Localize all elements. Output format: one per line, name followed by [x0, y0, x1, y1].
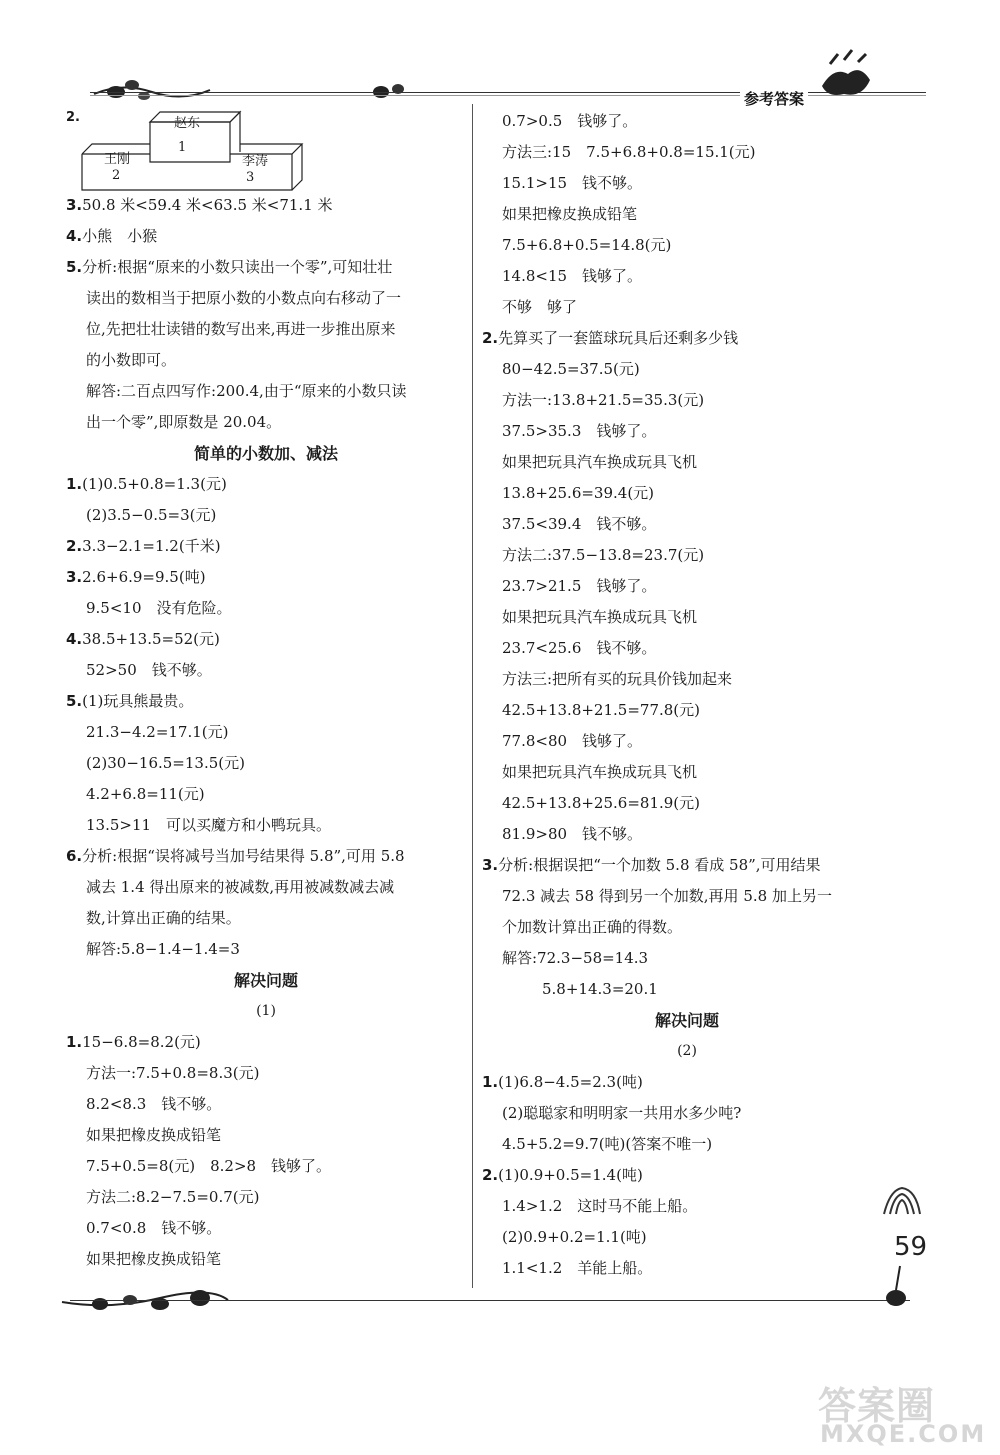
answer-text: (1)玩具熊最贵。 [82, 692, 194, 710]
answer-line: 4.小熊 小猴 [66, 227, 158, 245]
answer-line [66, 624, 466, 655]
answer-line [66, 1182, 466, 1213]
answer-text: 23.7<25.6 钱不够。 [502, 639, 657, 657]
answer-line [482, 912, 892, 943]
answer-line [482, 1129, 892, 1160]
question-number: 1. [482, 1073, 499, 1091]
answer-line [482, 261, 892, 292]
left-column [66, 106, 466, 1275]
answer-text: 72.3 减去 58 得到另一个加数,再用 5.8 加上另一 [502, 887, 832, 905]
answer-text: 方法二:8.2−7.5=0.7(元) [86, 1188, 260, 1206]
answer-line: 3.50.8 米<59.4 米<63.5 米<71.1 米 [66, 196, 333, 214]
third-place-rank: 3 [246, 170, 255, 185]
answer-text: 1.1<1.2 羊能上船。 [502, 1259, 653, 1277]
vine-footer-left-icon [60, 1284, 230, 1318]
answer-text: 不够 够了 [502, 298, 578, 316]
answer-line [482, 447, 892, 478]
answer-text: 如果把玩具汽车换成玩具飞机 [502, 453, 698, 471]
answer-line [66, 686, 466, 717]
answer-line [66, 1058, 466, 1089]
answer-line [482, 540, 892, 571]
answer-text: 42.5+13.8+21.5=77.8(元) [502, 701, 701, 719]
answer-text: 1.4>1.2 这时马不能上船。 [502, 1197, 698, 1215]
podium-diagram [66, 106, 466, 190]
answer-line: 位,先把壮壮读错的数写出来,再进一步推出原来 [86, 320, 396, 338]
animal-deco-icon [814, 46, 874, 102]
answer-line [482, 788, 892, 819]
answer-text: 方法二:37.5−13.8=23.7(元) [502, 546, 705, 564]
answer-text: 如果把玩具汽车换成玩具飞机 [502, 608, 698, 626]
answer-line [482, 695, 892, 726]
answer-line [482, 633, 892, 664]
answer-line [482, 137, 892, 168]
answer-text: (1)0.5+0.8=1.3(元) [82, 475, 227, 493]
answer-text: 分析:根据误把“一个加数 5.8 看成 58”,可用结果 [498, 856, 821, 874]
answer-text: 4.2+6.8=11(元) [86, 785, 205, 803]
answer-line [66, 1244, 466, 1275]
answer-text: 13.5>11 可以买魔方和小鸭玩具。 [86, 816, 332, 834]
answer-text: 先算买了一套篮球玩具后还剩多少钱 [498, 329, 739, 347]
answer-text: 13.8+25.6=39.4(元) [502, 484, 655, 502]
first-place-rank: 1 [178, 140, 187, 155]
answer-line [482, 1191, 892, 1222]
answer-line [482, 1067, 892, 1098]
section-subtitle: (2) [677, 1043, 697, 1059]
answer-text: 如果把橡皮换成铅笔 [86, 1250, 222, 1268]
answer-text: 0.7<0.8 钱不够。 [86, 1219, 222, 1237]
answer-line [482, 757, 892, 788]
answer-text: 15−6.8=8.2(元) [82, 1033, 201, 1051]
answer-line [482, 509, 892, 540]
answer-text: 方法一:7.5+0.8=8.3(元) [86, 1064, 260, 1082]
vine-left-icon [92, 72, 212, 106]
section-answers [482, 106, 892, 974]
question-number: 1. [66, 475, 83, 493]
section-answers [66, 469, 466, 965]
question-number: 6. [66, 847, 83, 865]
answer-line [482, 416, 892, 447]
section-answers [482, 1067, 892, 1284]
answer-text: 14.8<15 钱够了。 [502, 267, 643, 285]
answer-line [66, 810, 466, 841]
footer-rule [70, 1300, 910, 1301]
answer-text: 数,计算出正确的结果。 [86, 909, 241, 927]
answer-line [66, 748, 466, 779]
answer-text: 9.5<10 没有危险。 [86, 599, 232, 617]
answer-text: 如果把橡皮换成铅笔 [86, 1126, 222, 1144]
answer-line [482, 602, 892, 633]
answer-line [66, 1120, 466, 1151]
answer-line [482, 664, 892, 695]
watermark-logo: 答案圈 [818, 1384, 936, 1428]
answer-text: 42.5+13.8+25.6=81.9(元) [502, 794, 701, 812]
third-place-name: 李涛 [242, 154, 269, 169]
first-place-name: 赵东 [174, 116, 201, 131]
answer-text: 解答:5.8−1.4−1.4=3 [86, 940, 240, 958]
answer-text: 如果把玩具汽车换成玩具飞机 [502, 763, 698, 781]
answer-text: 方法三:15 7.5+6.8+0.8=15.1(元) [502, 143, 756, 161]
answer-line [66, 469, 466, 500]
answer-text: 7.5+0.5=8(元) 8.2>8 钱够了。 [86, 1157, 332, 1175]
header-title: 参考答案 [740, 88, 808, 109]
answer-text: (2)聪聪家和明明家一共用水多少吨? [502, 1104, 742, 1122]
second-place-name: 王刚 [104, 152, 131, 167]
answer-text: 个加数计算出正确的得数。 [502, 918, 683, 936]
question-number: 2. [482, 1166, 499, 1184]
answer-text: (2)3.5−0.5=3(元) [86, 506, 217, 524]
answer-line [66, 872, 466, 903]
shell-deco-icon [880, 1184, 924, 1224]
answer-line [482, 230, 892, 261]
answer-line [482, 323, 892, 354]
answer-text: 77.8<80 钱够了。 [502, 732, 643, 750]
answer-text: 8.2<8.3 钱不够。 [86, 1095, 222, 1113]
answer-line: 读出的数相当于把原小数的小数点向右移动了一 [86, 289, 402, 307]
section-title: 解决问题 [233, 971, 298, 990]
question-number: 1. [66, 1033, 83, 1051]
answer-line [482, 571, 892, 602]
answer-text: 37.5<39.4 钱不够。 [502, 515, 657, 533]
answer-line [482, 943, 892, 974]
page-number: 59 [894, 1232, 928, 1262]
answer-line: 5.8+14.3=20.1 [542, 980, 658, 998]
question-number: 2. [482, 329, 499, 347]
answer-line [482, 478, 892, 509]
right-column [482, 106, 892, 1284]
question-number: 2. [66, 537, 83, 555]
watermark-url: MXQE.COM [820, 1420, 987, 1448]
question-number: 4. [66, 630, 83, 648]
answer-line [482, 385, 892, 416]
answer-line [482, 726, 892, 757]
answer-text: 21.3−4.2=17.1(元) [86, 723, 229, 741]
answer-line: 的小数即可。 [86, 351, 177, 369]
answer-text: 7.5+6.8+0.5=14.8(元) [502, 236, 672, 254]
answer-text: (1)6.8−4.5=2.3(吨) [498, 1073, 643, 1091]
answer-text: 15.1>15 钱不够。 [502, 174, 643, 192]
section-answers [66, 1027, 466, 1275]
answer-text: 52>50 钱不够。 [86, 661, 212, 679]
answer-text: 如果把橡皮换成铅笔 [502, 205, 638, 223]
answer-line [482, 199, 892, 230]
answer-line [66, 841, 466, 872]
answer-line [66, 934, 466, 965]
answer-line: 5.分析:根据“原来的小数只读出一个零”,可知壮壮 [66, 258, 393, 276]
answer-line [66, 903, 466, 934]
answer-text: (2)0.9+0.2=1.1(吨) [502, 1228, 647, 1246]
answer-text: 分析:根据“误将减号当加号结果得 5.8”,可用 5.8 [82, 847, 405, 865]
question-number: 2. [66, 110, 80, 125]
vine-mid-icon [366, 80, 426, 102]
answer-line [482, 1222, 892, 1253]
answer-line [66, 562, 466, 593]
answer-line [482, 819, 892, 850]
answer-text: 4.5+5.2=9.7(吨)(答案不唯一) [502, 1135, 713, 1153]
answer-line [66, 1151, 466, 1182]
answer-text: 3.3−2.1=1.2(千米) [82, 537, 221, 555]
question-number: 3. [66, 568, 83, 586]
section-title: 解决问题 [654, 1011, 719, 1030]
answer-line [66, 655, 466, 686]
answer-line [66, 593, 466, 624]
answer-line [66, 1089, 466, 1120]
second-place-rank: 2 [112, 168, 121, 183]
answer-line [482, 106, 892, 137]
answer-text: 方法一:13.8+21.5=35.3(元) [502, 391, 705, 409]
answer-line [66, 717, 466, 748]
answer-line [66, 1027, 466, 1058]
answer-line [66, 531, 466, 562]
answer-text: 2.6+6.9=9.5(吨) [82, 568, 206, 586]
answer-text: 80−42.5=37.5(元) [502, 360, 640, 378]
column-divider [472, 104, 473, 1288]
section-subtitle: (1) [256, 1003, 276, 1019]
answer-text: (2)30−16.5=13.5(元) [86, 754, 245, 772]
answer-line: 出一个零”,即原数是 20.04。 [86, 413, 282, 431]
question-number: 5. [66, 692, 83, 710]
answer-text: 0.7>0.5 钱够了。 [502, 112, 638, 130]
section-title: 简单的小数加、减法 [193, 444, 338, 463]
answer-text: 减去 1.4 得出原来的被减数,再用被减数减去减 [86, 878, 395, 896]
answer-line [482, 850, 892, 881]
vine-footer-right-icon [876, 1262, 916, 1312]
answer-line [482, 292, 892, 323]
answer-text: 23.7>21.5 钱够了。 [502, 577, 657, 595]
answer-text: 解答:72.3−58=14.3 [502, 949, 649, 967]
answer-line [482, 1253, 892, 1284]
answer-line [66, 500, 466, 531]
answer-line [482, 1098, 892, 1129]
answer-line [66, 779, 466, 810]
answer-text: 方法三:把所有买的玩具价钱加起来 [502, 670, 733, 688]
answer-text: 37.5>35.3 钱够了。 [502, 422, 657, 440]
answer-line [482, 1160, 892, 1191]
answer-line [482, 881, 892, 912]
answer-text: (1)0.9+0.5=1.4(吨) [498, 1166, 643, 1184]
answer-line [66, 1213, 466, 1244]
answer-line [482, 168, 892, 199]
answer-line: 解答:二百点四写作:200.4,由于“原来的小数只读 [86, 382, 407, 400]
answer-line [482, 354, 892, 385]
answer-text: 38.5+13.5=52(元) [82, 630, 220, 648]
question-number: 3. [482, 856, 499, 874]
answer-text: 81.9>80 钱不够。 [502, 825, 643, 843]
